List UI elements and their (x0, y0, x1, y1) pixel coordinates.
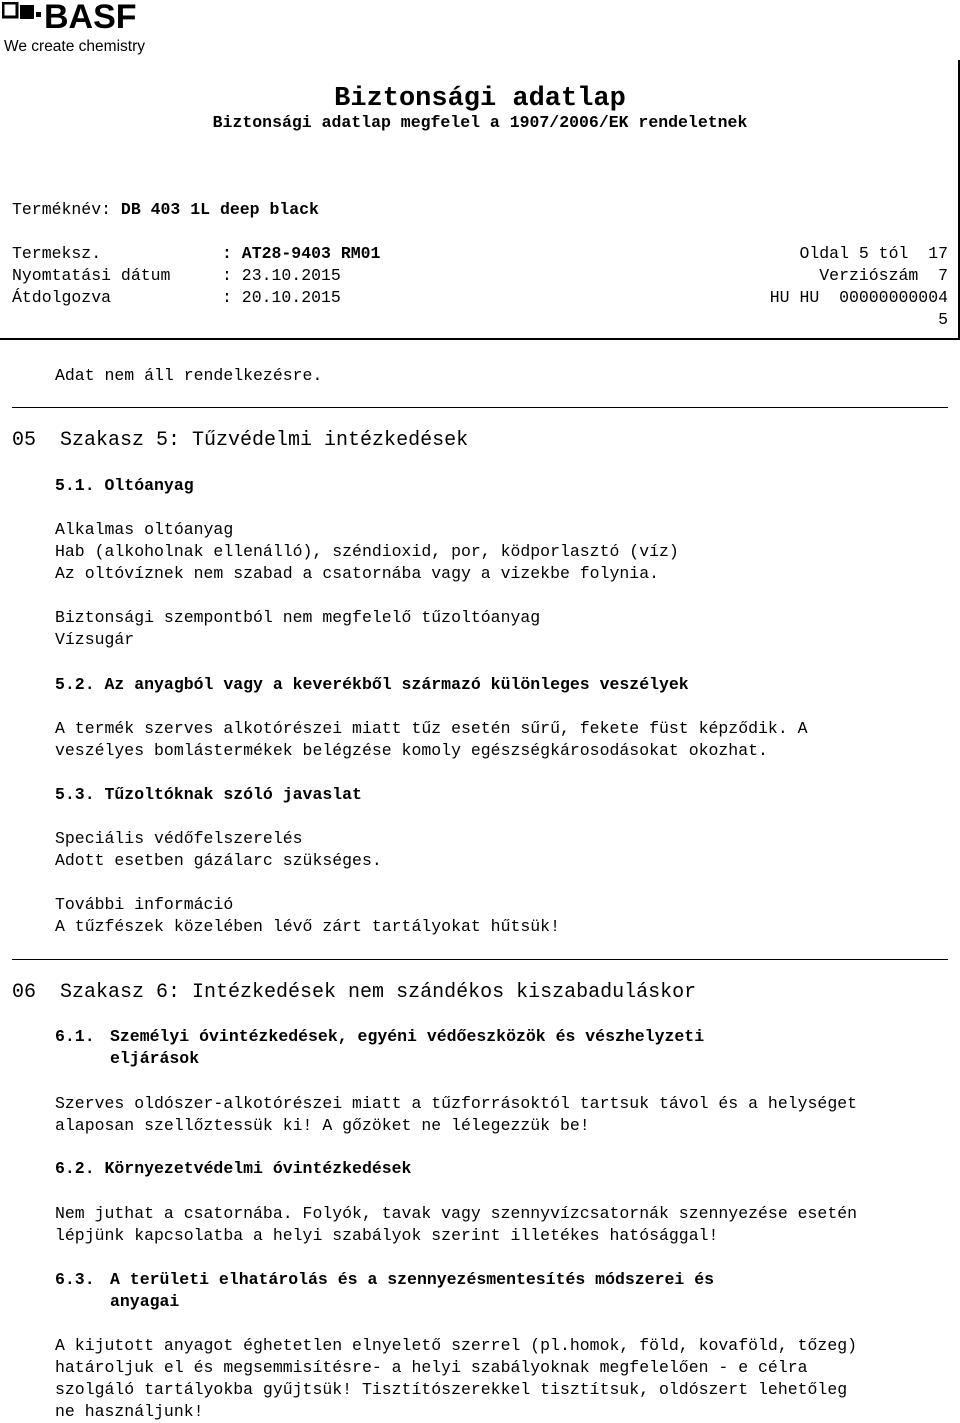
basf-logo-mark-icon (2, 2, 42, 32)
doc-title: Biztonsági adatlap (334, 84, 626, 114)
header-row-1-value: : AT28-9403 RM01 (222, 244, 381, 263)
intro-text: Adat nem áll rendelkezésre. (55, 366, 323, 385)
header-row-2-label: Nyomtatási dátum (12, 266, 171, 285)
subsection-5-1-heading: 5.1. Oltóanyag (55, 476, 194, 495)
subsection-5-3-heading: 5.3. Tűzoltóknak szóló javaslat (55, 785, 362, 804)
doc-subtitle: Biztonsági adatlap megfelel a 1907/2006/EK rendeletnek (212, 113, 748, 132)
section-divider (12, 959, 948, 960)
paragraph-6-3: A kijutott anyagot éghetetlen elnyelető szerrel (pl.homok, föld, kovaföld, tőzeg) határoljuk el és megsemmisítésre- a helyi szabályoknak megfelelően - e célra szolgáló tartályokba gyűjtsük! Tisztítószerekkel tisztítsuk, oldószert lehetőleg ne használjunk! (55, 1336, 858, 1421)
paragraph-5-1-b: Biztonsági szempontból nem megfelelő tűzoltóanyag Vízsugár (55, 608, 541, 649)
paragraph-5-1-a: Alkalmas oltóanyag Hab (alkoholnak ellenálló), széndioxid, por, ködporlasztó (víz) Az oltóvíznek nem szabad a csatornába vagy a vizekbe folynia. (55, 520, 679, 583)
header-row-3-right: HU HU 00000000004 (769, 288, 948, 307)
section-divider (12, 407, 948, 408)
subsection-6-1-heading: Személyi óvintézkedések, egyéni védőeszközök és vészhelyzeti eljárások (110, 1027, 705, 1068)
subsection-6-2-heading: 6.2. Környezetvédelmi óvintézkedések (55, 1159, 412, 1178)
basf-logo (2, 2, 162, 58)
section-6-title: 06 Szakasz 6: Intézkedések nem szándékos kiszabaduláskor (12, 981, 697, 1004)
subsection-6-1-number: 6.1. (55, 1027, 95, 1046)
header-row-1-right: Oldal 5 tól 17 (799, 244, 948, 263)
brand-tagline: We create chemistry (4, 38, 145, 55)
header-row-3-label: Átdolgozva (12, 288, 112, 307)
section-5-title: 05 Szakasz 5: Tűzvédelmi intézkedések (12, 429, 469, 452)
paragraph-5-2: A termék szerves alkotórészei miatt tűz esetén sűrű, fekete füst képződik. A veszélyes bomlástermékek belégzése komoly egészségkárosodásokat okozhat. (55, 719, 808, 760)
header-right-tail: 5 (938, 310, 948, 329)
header-row-2-value: : 23.10.2015 (222, 266, 341, 285)
paragraph-6-2: Nem juthat a csatornába. Folyók, tavak vagy szennyvízcsatornák szennyezése esetén lépjünk kapcsolatba a helyi szabályok szerint illetékes hatósággal! (55, 1204, 858, 1245)
paragraph-5-3-b: További információ A tűzfészek közelében lévő zárt tartályokat hűtsük! (55, 895, 560, 936)
header-divider (0, 338, 960, 340)
header-row-1-label: Termeksz. (12, 244, 102, 263)
subsection-6-3-number: 6.3. (55, 1270, 95, 1289)
header-row-2-right: Verziószám 7 (819, 266, 948, 285)
paragraph-6-1: Szerves oldószer-alkotórészei miatt a tűzforrásoktól tartsuk távol és a helységet alaposan szellőztessük ki! A gőzöket ne lélegezzük be! (55, 1094, 858, 1135)
brand-name: BASF (44, 0, 137, 36)
header-row-3-value: : 20.10.2015 (222, 288, 341, 307)
product-name-line (12, 199, 319, 221)
subsection-6-3-heading: A területi elhatárolás és a szennyezésmentesítés módszerei és anyagai (110, 1270, 714, 1311)
paragraph-5-3-a: Speciális védőfelszerelés Adott esetben gázálarc szükséges. (55, 829, 382, 870)
subsection-5-2-heading: 5.2. Az anyagból vagy a keverékből származó különleges veszélyek (55, 675, 689, 694)
product-label: Terméknév: (12, 200, 121, 219)
product-name: DB 403 1L deep black (120, 200, 319, 219)
